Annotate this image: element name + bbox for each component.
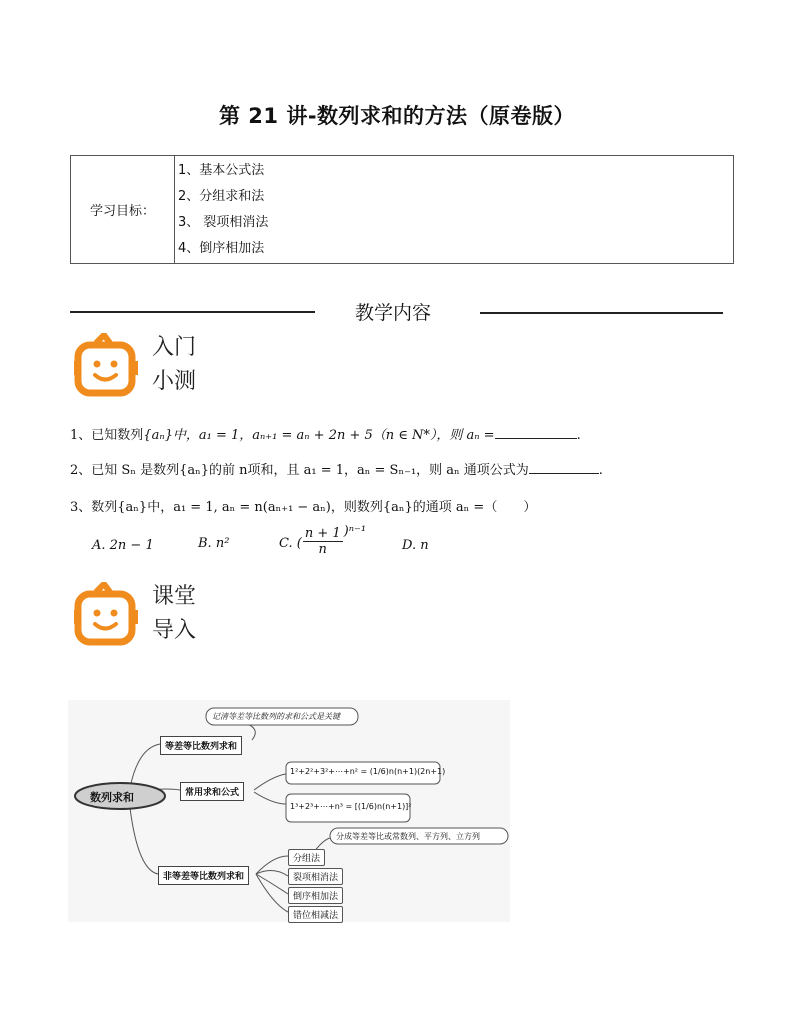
option-c-suffix: )ⁿ⁻¹ bbox=[343, 524, 367, 539]
robot-face-icon bbox=[74, 582, 138, 648]
page-title: 第 21 讲-数列求和的方法（原卷版） bbox=[218, 104, 576, 128]
option-c-numerator: n + 1 bbox=[304, 526, 341, 541]
option-a[interactable]: A. 2n − 1 bbox=[92, 538, 154, 553]
mindmap-method-shift-subtract: 错位相减法 bbox=[288, 906, 343, 923]
mindmap-method-telescoping: 裂项相消法 bbox=[288, 868, 343, 885]
option-c-prefix: C. ( bbox=[279, 536, 302, 551]
answer-blank[interactable] bbox=[495, 426, 577, 439]
mindmap-note-1: 记清等差等比数列的求和公式是关键 bbox=[212, 712, 340, 721]
mindmap-note-2: 分成等差等比或常数列、平方列、立方列 bbox=[336, 832, 480, 841]
badge-lesson-line1: 课堂 bbox=[152, 584, 197, 609]
goal-item: 3、 裂项相消法 bbox=[178, 214, 269, 230]
goals-list bbox=[175, 156, 734, 264]
question-number: 1、 bbox=[70, 428, 92, 443]
learning-goals-table bbox=[70, 155, 734, 264]
goal-item: 2、分组求和法 bbox=[178, 188, 265, 204]
mindmap-branch-common-formulas: 常用求和公式 bbox=[180, 782, 244, 801]
question-3 bbox=[70, 496, 536, 515]
question-formula: ₙ₊₁ = aₙ + 2n + 5（n ∈ N*），则 aₙ = bbox=[260, 428, 495, 443]
mindmap-branch-non-arithmetic: 非等差等比数列求和 bbox=[158, 866, 249, 885]
mindmap-method-reverse-add: 倒序相加法 bbox=[288, 887, 343, 904]
question-text: 已知 Sₙ 是数列{aₙ}的前 n项和，且 a₁ = 1，aₙ = Sₙ₋₁，则 aₙ 通项公式为 bbox=[91, 463, 529, 478]
question-condition: 中，a₁ = 1，a bbox=[172, 428, 261, 443]
option-c[interactable] bbox=[279, 526, 366, 562]
badge-lesson-line2: 导入 bbox=[152, 618, 197, 643]
mindmap-formula-1: 1²+2²+3²+⋯+n² = (1/6)n(n+1)(2n+1) bbox=[290, 767, 446, 776]
section-title: 教学内容 bbox=[355, 302, 432, 324]
option-b[interactable]: B. n² bbox=[198, 536, 230, 551]
goal-item: 1、基本公式法 bbox=[178, 162, 265, 178]
question-text: 已知数列 bbox=[91, 428, 144, 443]
badge-intro-line1: 入门 bbox=[152, 335, 197, 360]
question-number: 2、 bbox=[70, 463, 92, 478]
robot-face-icon bbox=[74, 333, 138, 399]
question-text: 数列{aₙ}中，a₁ = 1, aₙ = n(aₙ₊₁ − aₙ)，则数列{aₙ}的通项 aₙ =（ ） bbox=[91, 500, 537, 515]
mindmap-method-grouping: 分组法 bbox=[288, 849, 325, 866]
question-1: 1、已知数列{aₙ}中，a₁ = 1，aₙ₊₁ = aₙ + 2n + 5（n ∈ N*），则 aₙ = . bbox=[70, 428, 581, 443]
answer-blank[interactable] bbox=[529, 461, 599, 474]
section-divider-left bbox=[70, 311, 315, 313]
question-end: . bbox=[576, 428, 581, 443]
option-d[interactable]: D. n bbox=[402, 538, 429, 553]
section-divider-right bbox=[480, 312, 723, 314]
question-2 bbox=[70, 459, 603, 478]
mindmap-formula-2: 1³+2³+⋯+n³ = [(1/6)n(n+1)]² bbox=[290, 802, 412, 811]
question-number: 3、 bbox=[70, 500, 92, 515]
question-end: . bbox=[598, 463, 603, 478]
mind-map bbox=[68, 700, 510, 922]
mindmap-branch-arithmetic-geometric: 等差等比数列求和 bbox=[160, 736, 242, 755]
option-c-denominator: n bbox=[318, 542, 327, 557]
mindmap-root: 数列求和 bbox=[90, 791, 134, 804]
goals-label: 学习目标： bbox=[71, 156, 175, 264]
goal-item: 4、倒序相加法 bbox=[178, 240, 265, 256]
badge-intro-line2: 小测 bbox=[152, 369, 197, 394]
